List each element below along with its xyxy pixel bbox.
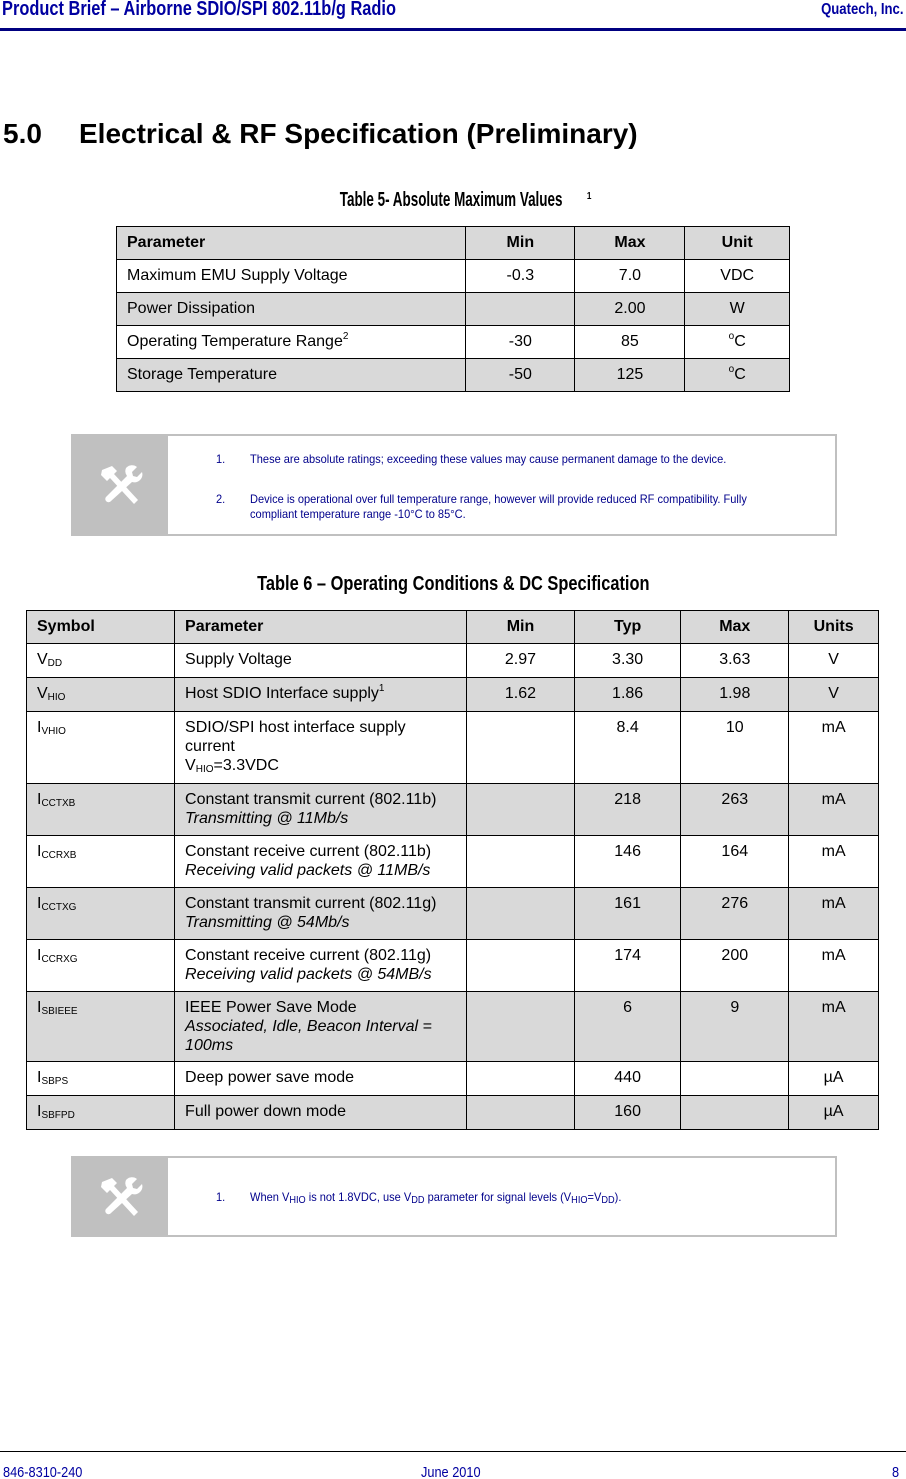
unit-cell: [685, 293, 790, 326]
note-text: Device is operational over full temperature range, however will provide reduced RF compatibility. Fully compliant temperature range -10°C to 85°C.: [250, 492, 747, 521]
parameter-cell: [117, 326, 466, 359]
parameter-cell: [175, 784, 467, 836]
column-header: Units: [789, 611, 879, 644]
typ-cell: 174: [574, 940, 680, 992]
parameter-cell: [117, 359, 466, 392]
table-row: [27, 1096, 879, 1130]
footer-page-number: 8: [892, 1464, 900, 1479]
subscript: DD: [411, 1195, 425, 1206]
note-box-2: [71, 1156, 837, 1237]
max-cell: 263: [681, 784, 789, 836]
subscript: DD: [601, 1195, 615, 1206]
unit-cell: [685, 260, 790, 293]
tools-icon: [73, 436, 168, 534]
parameter-cell: [175, 836, 467, 888]
note-item: [216, 452, 773, 467]
max-cell: 200: [681, 940, 789, 992]
symbol-cell: [27, 940, 175, 992]
typ-cell: 218: [574, 784, 680, 836]
parameter-condition: Associated, Idle, Beacon Interval = 100ms: [185, 1018, 432, 1054]
symbol-subscript: CCTXB: [41, 798, 76, 809]
unit-text: C: [734, 333, 746, 350]
subscript: HIO: [289, 1195, 306, 1206]
parameter-cell: [175, 644, 467, 678]
max-cell: 2.00: [575, 293, 685, 326]
min-cell: -50: [466, 359, 575, 392]
min-cell: 2.97: [467, 644, 575, 678]
parameter-line: [185, 718, 456, 756]
symbol: I: [37, 719, 42, 736]
unit-cell: mA: [789, 784, 879, 836]
parameter-cell: [175, 712, 467, 784]
parameter-name: Power Dissipation: [127, 300, 256, 317]
symbol-cell: [27, 888, 175, 940]
symbol-cell: [27, 1062, 175, 1096]
parameter-line: [185, 650, 456, 669]
symbol-subscript: CCRXB: [41, 850, 77, 861]
footnote-ref: 2: [342, 331, 349, 342]
section-title: Electrical & RF Specification (Preliminary): [79, 118, 638, 149]
typ-cell: 160: [574, 1096, 680, 1130]
column-header: Max: [681, 611, 789, 644]
parameter-name: Supply Voltage: [185, 651, 292, 668]
note-text: These are absolute ratings; exceeding these values may cause permanent damage to the device.: [250, 452, 727, 466]
parameter-line: [185, 790, 456, 809]
unit-text: VDC: [720, 267, 755, 284]
table-row: [27, 784, 879, 836]
caption-text: Table 5- Absolute Maximum Values: [339, 189, 563, 211]
typ-cell: 8.4: [574, 712, 680, 784]
unit-text: W: [729, 300, 745, 317]
column-header: Parameter: [117, 227, 466, 260]
table-row: [27, 940, 879, 992]
typ-cell: 3.30: [574, 644, 680, 678]
symbol: I: [37, 1069, 42, 1086]
parameter-name: Constant transmit current (802.11b): [185, 791, 437, 808]
parameter-name: Constant receive current (802.11b): [185, 843, 432, 860]
symbol-cell: [27, 992, 175, 1062]
typ-cell: 1.86: [574, 678, 680, 712]
cond-symbol: V: [185, 757, 196, 774]
parameter-name: Full power down mode: [185, 1103, 347, 1120]
symbol-subscript: SBIEEE: [41, 1006, 78, 1017]
symbol: I: [37, 999, 42, 1016]
unit-cell: [685, 326, 790, 359]
table-row: [27, 836, 879, 888]
unit-cell: V: [789, 678, 879, 712]
max-cell: 276: [681, 888, 789, 940]
max-cell: 10: [681, 712, 789, 784]
subscript: HIO: [571, 1195, 588, 1206]
parameter-name: Constant receive current (802.11g): [185, 947, 432, 964]
min-cell: [467, 992, 575, 1062]
note-item: [216, 492, 773, 522]
note-text: parameter for signal levels (V: [424, 1190, 572, 1204]
footer-date: June 2010: [421, 1464, 481, 1479]
unit-cell: µA: [789, 1096, 879, 1130]
unit-cell: mA: [789, 992, 879, 1062]
parameter-cell: [117, 260, 466, 293]
table5-caption: [0, 189, 906, 212]
max-cell: [681, 1062, 789, 1096]
symbol-cell: [27, 784, 175, 836]
parameter-name: Deep power save mode: [185, 1069, 355, 1086]
table-row: [27, 678, 879, 712]
parameter-name: Storage Temperature: [127, 366, 278, 383]
symbol: I: [37, 791, 42, 808]
absolute-maximum-table: [116, 226, 790, 392]
symbol-cell: [27, 1096, 175, 1130]
operating-conditions-table: [26, 610, 879, 1130]
parameter-cell: [117, 293, 466, 326]
min-cell: -30: [466, 326, 575, 359]
footer-rule: [0, 1451, 906, 1452]
column-header: Unit: [685, 227, 790, 260]
column-header: Min: [467, 611, 575, 644]
degree-sign: o: [728, 331, 735, 342]
unit-cell: mA: [789, 940, 879, 992]
max-cell: 125: [575, 359, 685, 392]
parameter-condition: [185, 756, 456, 779]
min-cell: [467, 1096, 575, 1130]
parameter-line: [185, 1102, 456, 1121]
table-row: [27, 1062, 879, 1096]
note-text: ).: [614, 1190, 622, 1204]
symbol: V: [37, 651, 48, 668]
min-cell: [467, 888, 575, 940]
table-row: [117, 260, 790, 293]
parameter-name: IEEE Power Save Mode: [185, 999, 357, 1016]
note-item: [216, 1190, 773, 1208]
unit-cell: [685, 359, 790, 392]
table-row: [27, 888, 879, 940]
table-row: [27, 992, 879, 1062]
symbol-subscript: SBPS: [41, 1076, 69, 1087]
header-rule: [0, 28, 906, 31]
degree-sign: o: [728, 364, 735, 375]
parameter-condition: Receiving valid packets @ 11MB/s: [185, 862, 431, 879]
max-cell: [681, 1096, 789, 1130]
parameter-line: [185, 998, 456, 1017]
symbol-cell: [27, 644, 175, 678]
typ-cell: 6: [574, 992, 680, 1062]
max-cell: 85: [575, 326, 685, 359]
caption-text: Table 6 – Operating Conditions & DC Specification: [256, 573, 650, 595]
parameter-line: [185, 684, 456, 703]
column-header: Parameter: [175, 611, 467, 644]
note-number: 1.: [216, 452, 226, 466]
parameter-cell: [175, 888, 467, 940]
unit-cell: µA: [789, 1062, 879, 1096]
symbol: I: [37, 1103, 42, 1120]
min-cell: [467, 836, 575, 888]
cond-subscript: HIO: [195, 764, 214, 775]
parameter-cell: [175, 678, 467, 712]
symbol-subscript: CCTXG: [41, 902, 77, 913]
parameter-name: Maximum EMU Supply Voltage: [127, 267, 348, 284]
min-cell: [467, 784, 575, 836]
parameter-condition: Transmitting @ 54Mb/s: [185, 914, 350, 931]
parameter-name: SDIO/SPI host interface supply current: [185, 719, 406, 755]
min-cell: [466, 293, 575, 326]
symbol-subscript: HIO: [47, 692, 66, 703]
column-header: Symbol: [27, 611, 175, 644]
symbol: I: [37, 947, 42, 964]
unit-cell: mA: [789, 836, 879, 888]
symbol-subscript: VHIO: [41, 726, 66, 737]
header-company: Quatech, Inc.: [820, 1, 903, 18]
typ-cell: 146: [574, 836, 680, 888]
table-row: [117, 359, 790, 392]
table-row: [27, 644, 879, 678]
symbol: I: [37, 895, 42, 912]
header-title: Product Brief – Airborne SDIO/SPI 802.11b/g Radio: [2, 0, 397, 20]
column-header: Typ: [574, 611, 680, 644]
max-cell: 1.98: [681, 678, 789, 712]
unit-cell: mA: [789, 712, 879, 784]
table6-caption: [0, 573, 906, 596]
max-cell: 7.0: [575, 260, 685, 293]
min-cell: [467, 712, 575, 784]
column-header: Min: [466, 227, 575, 260]
parameter-condition: Receiving valid packets @ 54MB/s: [185, 966, 432, 983]
unit-text: C: [734, 366, 746, 383]
min-cell: [467, 1062, 575, 1096]
note-text: is not 1.8VDC, use V: [305, 1190, 412, 1204]
note-number: 1.: [216, 1190, 226, 1204]
caption-footnote: 1: [586, 191, 592, 202]
min-cell: 1.62: [467, 678, 575, 712]
footer-doc-number: 846-8310-240: [3, 1464, 83, 1479]
footnote-ref: 1: [378, 683, 385, 694]
max-cell: 3.63: [681, 644, 789, 678]
symbol-subscript: CCRXG: [41, 954, 78, 965]
symbol-subscript: SBFPD: [41, 1110, 75, 1121]
section-heading: [3, 118, 638, 150]
parameter-line: [185, 894, 456, 913]
parameter-cell: [175, 940, 467, 992]
parameter-name: Constant transmit current (802.11g): [185, 895, 437, 912]
parameter-cell: [175, 1062, 467, 1096]
unit-cell: mA: [789, 888, 879, 940]
symbol-cell: [27, 712, 175, 784]
symbol-cell: [27, 678, 175, 712]
parameter-condition: Transmitting @ 11Mb/s: [185, 810, 349, 827]
section-number: 5.0: [3, 118, 42, 149]
parameter-line: [185, 946, 456, 965]
typ-cell: 161: [574, 888, 680, 940]
symbol: V: [37, 685, 48, 702]
note-text: When V: [250, 1190, 290, 1204]
parameter-line: [185, 1068, 456, 1087]
parameter-line: [185, 842, 456, 861]
symbol-subscript: DD: [47, 658, 63, 669]
column-header: Max: [575, 227, 685, 260]
max-cell: 164: [681, 836, 789, 888]
table-row: [27, 712, 879, 784]
parameter-name: Operating Temperature Range: [127, 333, 343, 350]
table-row: [117, 326, 790, 359]
max-cell: 9: [681, 992, 789, 1062]
unit-cell: V: [789, 644, 879, 678]
parameter-name: Host SDIO Interface supply: [185, 685, 379, 702]
table-row: [117, 293, 790, 326]
symbol-cell: [27, 836, 175, 888]
note-text: =V: [587, 1190, 602, 1204]
min-cell: -0.3: [466, 260, 575, 293]
min-cell: [467, 940, 575, 992]
symbol: I: [37, 843, 42, 860]
parameter-cell: [175, 992, 467, 1062]
tools-icon: [73, 1158, 168, 1235]
typ-cell: 440: [574, 1062, 680, 1096]
note-box-1: [71, 434, 837, 536]
cond-value: =3.3VDC: [213, 757, 279, 774]
parameter-cell: [175, 1096, 467, 1130]
note-number: 2.: [216, 492, 226, 506]
